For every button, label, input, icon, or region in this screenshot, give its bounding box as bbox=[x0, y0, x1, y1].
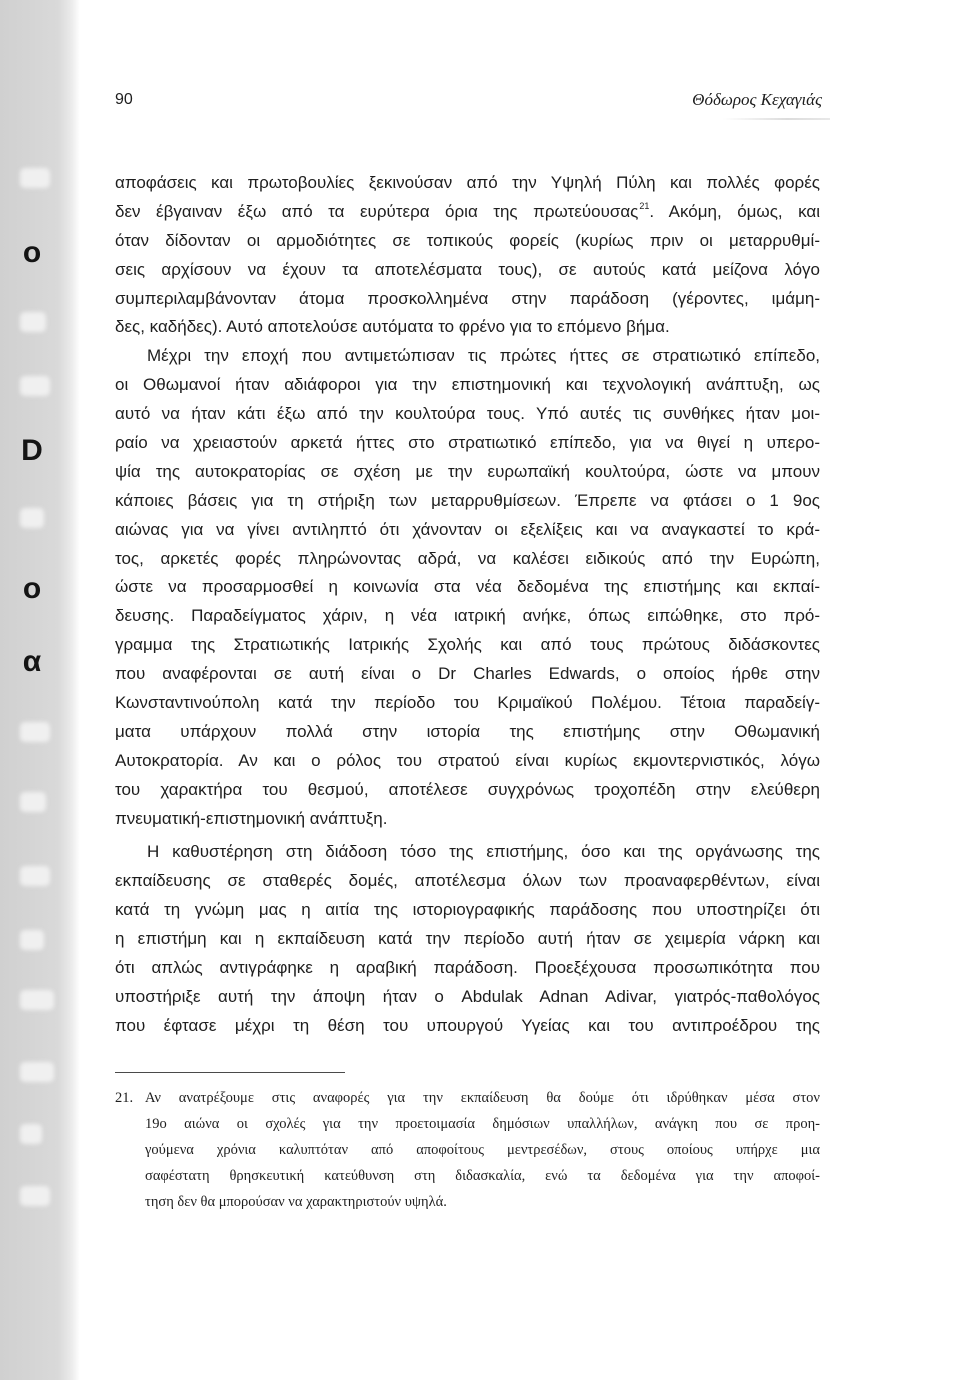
text-line: που έφτασε μέχρι τη θέση του υπουργού Υγείας και του αντιπροέδρου της bbox=[115, 1015, 820, 1035]
text-line: Αυτοκρατορία. Αν και ο ρόλος του στρατού είναι κυρίως εκμοντερνιστικός, λόγω bbox=[115, 750, 820, 770]
footnote-line: τηση δεν θα μπορούσαν να χαρακτηριστούν υψηλά. bbox=[145, 1194, 447, 1210]
faded-margin-glyph bbox=[20, 168, 50, 188]
footnote-separator bbox=[115, 1072, 345, 1073]
text-line: σεις αρχίσουν να έχουν τα αποτελέσματα τους), σε αυτούς κατά μείζονα λόγο bbox=[115, 259, 820, 279]
text-line: οι Οθωμανοί ήταν αδιάφοροι για την επιστημονική και τεχνολογική ανάπτυξη, ως bbox=[115, 375, 820, 395]
faded-margin-glyph bbox=[20, 930, 44, 950]
faded-margin-glyph bbox=[20, 866, 50, 886]
text-line: ραίο να χρειαστούν αρκετά ήττες στο στρατιωτικό επίπεδο, για να θιγεί η υπερο- bbox=[115, 433, 820, 453]
footnote-line: Αν ανατρέξουμε στις αναφορές για την εκπαίδευση θα δούμε ότι ιδρύθηκαν μέσα στον bbox=[145, 1090, 820, 1106]
text-line: Μέχρι την εποχή που αντιμετώπισαν τις πρώτες ήττες σε στρατιωτικό επίπεδο, bbox=[147, 346, 820, 366]
faded-margin-glyph bbox=[20, 508, 44, 528]
text-line: ώστε να προσαρμοσθεί η κοινωνία στα νέα δεδομένα της επιστήμης και εκπαί- bbox=[115, 577, 820, 597]
text-line bbox=[115, 198, 820, 227]
text-line: δες, καδήδες). Αυτό αποτελούσε αυτόματα το φρένο για το επόμενο βήμα. bbox=[115, 317, 670, 337]
faded-margin-glyph bbox=[20, 1124, 42, 1144]
margin-letter: α bbox=[22, 645, 42, 678]
faded-margin-glyph bbox=[20, 376, 50, 396]
text-line: του χαρακτήρα του θεσμού, αποτέλεσε συγχρόνως τροχοπέδη στην ελεύθερη bbox=[115, 779, 820, 799]
faded-margin-glyph bbox=[20, 1186, 50, 1206]
text-line: ότι απλώς αντιγράφηκε η αραβική παράδοση. Προεξέχουσα προσωπικότητα που bbox=[115, 958, 820, 978]
text-line: ματα υπάρχουν πολλά στην ιστορία της επιστήμης στην Οθωμανική bbox=[115, 721, 820, 741]
page-number: 90 bbox=[115, 91, 133, 108]
text-line: Η καθυστέρηση στη διάδοση τόσο της επιστήμης, όσο και της οργάνωσης της bbox=[147, 842, 820, 862]
text-line: Κωνσταντινούπολη κατά την περίοδο του Κριμαϊκού Πολέμου. Τέτοια παραδείγ- bbox=[115, 693, 820, 713]
faded-margin-glyph bbox=[20, 792, 46, 812]
text-line: που αναφέρονται σε αυτή είναι ο Dr Charles Edwards, ο οποίος ήρθε στην bbox=[115, 664, 820, 684]
text-line: κατά τη γνώμη μας η αιτία της ιστοριογραφικής παράδοσης που υποστηρίζει ότι bbox=[115, 900, 820, 920]
footnote-line: γούμενα χρόνια καλυπτόταν από αποφοίτους μεντρεσέδων, στους οποίους υπήρχε μια bbox=[145, 1142, 820, 1158]
text-line: δευσης. Παραδείγματος χάριν, η νέα ιατρική ανήκε, όπως ειπώθηκε, στο πρό- bbox=[115, 606, 820, 626]
footnote-line: σαφέστατη θρησκευτική κατεύθυνση στη διδασκαλία, ενώ τα δεδομένα για την αποφοί- bbox=[145, 1168, 820, 1184]
text-line: υποστήριξε αυτή την άποψη ήταν ο Abdulak Adnan Adivar, γιατρός-παθολόγος bbox=[115, 986, 820, 1006]
text-line: αιώνας για να γίνει αντιληπτό ότι χάνονταν οι εξελίξεις και να αναγκαστεί το κρά- bbox=[115, 519, 820, 539]
margin-letter: o bbox=[22, 236, 42, 269]
text-line: εκπαίδευσης σε σταθερές δομές, αποτέλεσμα όλων των προαναφερθέντων, είναι bbox=[115, 871, 820, 891]
text-line: ψία της αυτοκρατορίας σε σχέση με την ευρωπαϊκή κουλτούρα, ώστε να μπουν bbox=[115, 461, 820, 481]
faded-margin-glyph bbox=[20, 990, 54, 1010]
paragraph bbox=[115, 838, 820, 1040]
faded-margin-glyph bbox=[20, 722, 50, 742]
running-header-author: Θόδωρος Κεχαγιάς bbox=[692, 90, 822, 109]
text-line: όταν δίδονταν οι αρμοδιότητες σε τοπικούς φορείς (κυρίως πριν οι μεταρρυθμί- bbox=[115, 230, 820, 250]
footnote-line: 19ο αιώνα οι σχολές για την προετοιμασία δημόσιων υπαλλήλων, ανάγκη που σε προη- bbox=[145, 1116, 820, 1132]
footnote bbox=[115, 1085, 820, 1215]
text-line: τος, αρκετές φορές πληρώνοντας αδρά, να καλέσει ειδικούς από την Ευρώπη, bbox=[115, 548, 820, 568]
text-segment: . Ακόμη, όμως, και bbox=[649, 201, 820, 221]
body-text bbox=[115, 169, 820, 1041]
margin-letter: D bbox=[21, 434, 43, 467]
header-rule bbox=[115, 118, 830, 120]
text-line: η επιστήμη και η εκπαίδευση κατά την περίοδο αυτή ήταν σε χειμερία νάρκη και bbox=[115, 929, 820, 949]
footnote-reference[interactable]: 21 bbox=[639, 200, 650, 211]
text-line: πνευματική-επιστημονική ανάπτυξη. bbox=[115, 808, 388, 828]
text-line: αποφάσεις και πρωτοβουλίες ξεκινούσαν από την Υψηλή Πύλη και πολλές φορές bbox=[115, 173, 820, 192]
text-line: κάποιες βάσεις για τη στήριξη των μεταρρυθμίσεων. Έπρεπε να φτάσει ο 1 9ος bbox=[115, 490, 820, 510]
footnote-number: 21. bbox=[115, 1090, 134, 1106]
text-segment: δεν έβγαιναν έξω από τα ευρύτερα όρια της πρωτεύουσας bbox=[115, 201, 639, 221]
margin-letter: o bbox=[22, 572, 42, 605]
text-line: συμπεριλαμβάνονταν άτομα προσκολλημένα στην παράδοση (γέροντες, ιμάμη- bbox=[115, 288, 820, 308]
text-line: γραμμα της Στρατιωτικής Ιατρικής Σχολής και από τους πρώτους διδάσκοντες bbox=[115, 635, 820, 655]
faded-margin-glyph bbox=[20, 312, 46, 332]
text-line: αυτό να ήταν κάτι έξω από την κουλτούρα τους. Υπό αυτές τις συνθήκες ήταν μοι- bbox=[115, 404, 820, 424]
left-margin-strip bbox=[0, 0, 80, 1380]
faded-margin-glyph bbox=[20, 1062, 54, 1082]
paragraph bbox=[115, 342, 820, 833]
paragraph bbox=[115, 169, 820, 342]
